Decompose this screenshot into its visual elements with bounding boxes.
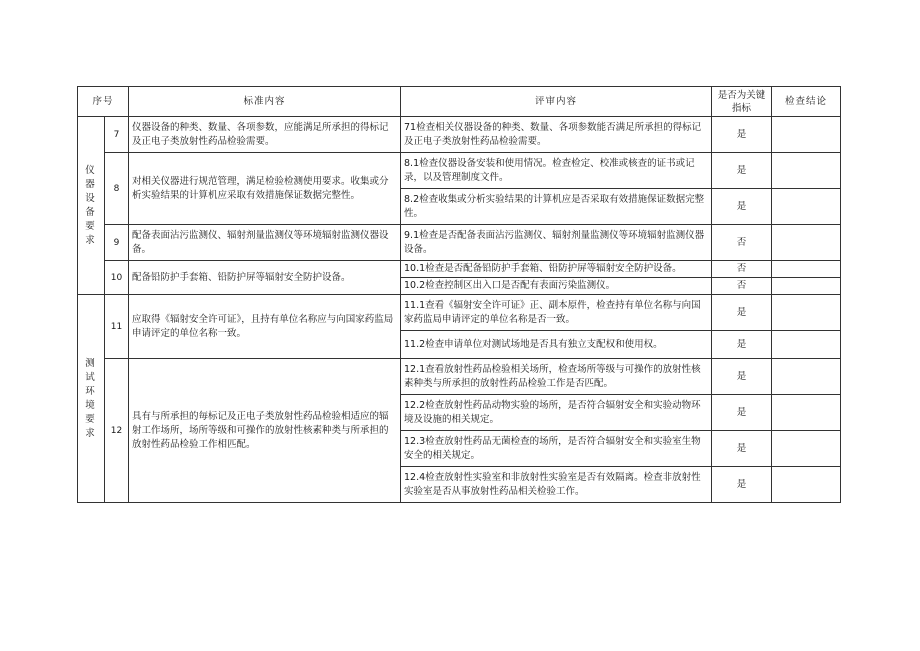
review-cell: 8.2检查收集或分析实验结果的计算机应是否采取有效措施保证数据完整性。 bbox=[401, 189, 712, 225]
row-number: 12 bbox=[105, 359, 129, 503]
review-cell: 11.2检查申请单位对测试场地是否具有独立支配权和使用权。 bbox=[401, 331, 712, 359]
key-indicator-cell: 是 bbox=[712, 295, 772, 331]
conclusion-cell bbox=[772, 117, 841, 153]
key-indicator-cell: 是 bbox=[712, 331, 772, 359]
header-key-indicator: 是否为关键指标 bbox=[712, 87, 772, 117]
key-indicator-cell: 是 bbox=[712, 395, 772, 431]
table-row bbox=[78, 261, 841, 278]
key-indicator-cell: 否 bbox=[712, 278, 772, 295]
key-indicator-cell: 是 bbox=[712, 467, 772, 503]
standard-cell: 对相关仪器进行规范管理，满足检验检测使用要求。收集或分析实验结果的计算机应采取有效措施保证数据完整性。 bbox=[129, 153, 401, 225]
row-number: 10 bbox=[105, 261, 129, 295]
category-cell: 仪 器 设 备 要求 bbox=[78, 117, 105, 295]
standard-cell: 应取得《辐射安全许可证》，且持有单位名称应与向国家药监局申请评定的单位名称一致。 bbox=[129, 295, 401, 359]
row-number: 9 bbox=[105, 225, 129, 261]
review-cell: 12.1查看放射性药品检验相关场所，检查场所等级与可操作的放射性核素种类与所承担的放射性药品检验工作是否匹配。 bbox=[401, 359, 712, 395]
review-cell: 8.1检查仪器设备安装和使用情况。检查检定、校准或核查的证书或记录，以及管理制度文件。 bbox=[401, 153, 712, 189]
row-number: 11 bbox=[105, 295, 129, 359]
standard-cell: 配备铅防护手套箱、铅防护屏等辐射安全防护设备。 bbox=[129, 261, 401, 295]
header-standard: 标准内容 bbox=[129, 87, 401, 117]
header-seq: 序号 bbox=[78, 87, 129, 117]
review-cell: 71检查相关仪器设备的种类、数量、各项参数能否满足所承担的得标记及正电子类放射性药品检验需要。 bbox=[401, 117, 712, 153]
review-cell: 12.3检查放射性药品无菌检查的场所，是否符合辐射安全和实验室生物安全的相关规定。 bbox=[401, 431, 712, 467]
header-conclusion: 检查结论 bbox=[772, 87, 841, 117]
key-indicator-cell: 是 bbox=[712, 189, 772, 225]
row-number: 7 bbox=[105, 117, 129, 153]
conclusion-cell bbox=[772, 153, 841, 189]
conclusion-cell bbox=[772, 359, 841, 395]
review-cell: 11.1查看《辐射安全许可证》正、副本原件，检查持有单位名称与向国家药监局申请评定的单位名称是否一致。 bbox=[401, 295, 712, 331]
table-row bbox=[78, 359, 841, 395]
table-row bbox=[78, 153, 841, 189]
conclusion-cell bbox=[772, 467, 841, 503]
conclusion-cell bbox=[772, 278, 841, 295]
conclusion-cell bbox=[772, 395, 841, 431]
key-indicator-cell: 否 bbox=[712, 261, 772, 278]
review-cell: 12.2检查放射性药品动物实验的场所，是否符合辐射安全和实验动物环境及设施的相关规定。 bbox=[401, 395, 712, 431]
review-cell: 10.2检查控制区出入口是否配有表面污染监测仪。 bbox=[401, 278, 712, 295]
header-review: 评审内容 bbox=[401, 87, 712, 117]
standard-cell: 具有与所承担的毎标记及正电子类放射性药品检验相适应的辐射工作场所，场所等级和可操作的放射性核素种类与所承担的放射性药品检验工作相匹配。 bbox=[129, 359, 401, 503]
table-row bbox=[78, 117, 841, 153]
inspection-table bbox=[77, 86, 841, 503]
conclusion-cell bbox=[772, 225, 841, 261]
key-indicator-cell: 是 bbox=[712, 117, 772, 153]
standard-cell: 配备表面沾污监测仪、辐射剂量监测仪等环境辐射监测仪器设备。 bbox=[129, 225, 401, 261]
review-cell: 9.1检查是否配备表面沾污监测仪、辐射剂量监测仪等环境辐射监测仪器设备。 bbox=[401, 225, 712, 261]
conclusion-cell bbox=[772, 431, 841, 467]
standard-cell: 仪器设备的种类、数量、各项参数，应能满足所承担的得标记及正电子类放射性药品检验需要。 bbox=[129, 117, 401, 153]
conclusion-cell bbox=[772, 261, 841, 278]
header-row bbox=[78, 87, 841, 117]
conclusion-cell bbox=[772, 189, 841, 225]
review-cell: 10.1检查是否配备铅防护手套箱、铅防护屏等辐射安全防护设备。 bbox=[401, 261, 712, 278]
category-cell: 测 试 环 境 要求 bbox=[78, 295, 105, 503]
conclusion-cell bbox=[772, 331, 841, 359]
key-indicator-cell: 是 bbox=[712, 153, 772, 189]
key-indicator-cell: 是 bbox=[712, 359, 772, 395]
row-number: 8 bbox=[105, 153, 129, 225]
key-indicator-cell: 是 bbox=[712, 431, 772, 467]
table-row bbox=[78, 295, 841, 331]
review-cell: 12.4检查放射性实验室和非放射性实验室是否有效隔离。检查非放射性实验室是否从事放射性药品相关检验工作。 bbox=[401, 467, 712, 503]
table-row bbox=[78, 225, 841, 261]
conclusion-cell bbox=[772, 295, 841, 331]
key-indicator-cell: 否 bbox=[712, 225, 772, 261]
